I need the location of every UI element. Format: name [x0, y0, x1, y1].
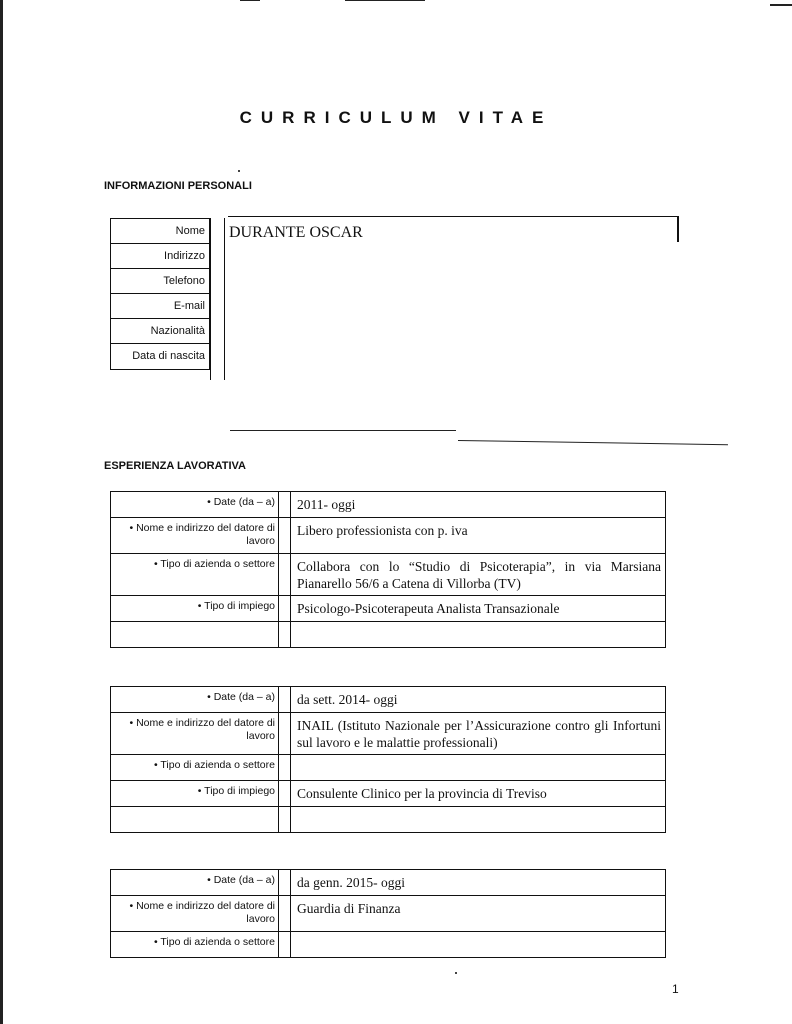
gap-cell: [279, 807, 291, 833]
date-value: da genn. 2015- oggi: [291, 870, 666, 896]
experience-entry-1: [110, 491, 666, 648]
gap-cell: [279, 687, 291, 713]
personal-section-label: INFORMAZIONI PERSONALI: [104, 180, 252, 192]
gap-cell: [279, 554, 291, 596]
employer-label: • Nome e indirizzo del datore di lavoro: [111, 713, 279, 755]
gap-cell: [279, 896, 291, 932]
personal-labels-column: [110, 218, 210, 370]
gap-cell: [279, 492, 291, 518]
date-value: da sett. 2014- oggi: [291, 687, 666, 713]
sector-value: [291, 932, 666, 958]
scan-speck: [455, 972, 457, 974]
empty-cell: [111, 807, 279, 833]
sector-label: • Tipo di azienda o settore: [111, 554, 279, 596]
gap-cell: [279, 622, 291, 648]
table-row: [111, 870, 666, 896]
gap-cell: [279, 518, 291, 554]
gap-cell: [279, 932, 291, 958]
table-row: [111, 932, 666, 958]
column-divider: [224, 218, 225, 380]
scan-speck: [238, 170, 240, 172]
scan-mark: [240, 0, 260, 1]
field-label-phone: Telefono: [111, 269, 209, 294]
role-label: • Tipo di impiego: [111, 781, 279, 807]
gap-cell: [279, 596, 291, 622]
role-value: Consulente Clinico per la provincia di Treviso: [291, 781, 666, 807]
table-row: [111, 554, 666, 596]
gap-cell: [279, 870, 291, 896]
scan-mark: [770, 4, 792, 6]
table-row: [111, 596, 666, 622]
document-title: CURRICULUM VITAE: [239, 108, 553, 127]
employer-value: Libero professionista con p. iva: [291, 518, 666, 554]
table-row: [111, 687, 666, 713]
empty-cell: [291, 622, 666, 648]
date-label: • Date (da – a): [111, 870, 279, 896]
name-box-border: [228, 216, 678, 217]
field-label-name: Nome: [111, 219, 209, 244]
divider-line: [458, 440, 728, 445]
employer-value: INAIL (Istituto Nazionale per l’Assicurazione contro gli Infortuni sul lavoro e le malattie professionali): [291, 713, 666, 755]
sector-label: • Tipo di azienda o settore: [111, 755, 279, 781]
table-row: [111, 622, 666, 648]
name-box-border: [677, 216, 679, 242]
table-row: [111, 492, 666, 518]
field-label-birthdate: Data di nascita: [132, 350, 205, 362]
scan-mark: [345, 0, 425, 1]
empty-cell: [111, 622, 279, 648]
page-number: 1: [672, 982, 679, 996]
divider-line: [230, 430, 456, 431]
experience-entry-3: [110, 869, 666, 958]
role-value: Psicologo-Psicoterapeuta Analista Transazionale: [291, 596, 666, 622]
field-label-email: E-mail: [111, 294, 209, 319]
table-row: [111, 518, 666, 554]
employer-label: • Nome e indirizzo del datore di lavoro: [111, 896, 279, 932]
date-label: • Date (da – a): [111, 492, 279, 518]
column-divider: [210, 218, 211, 380]
date-label: • Date (da – a): [111, 687, 279, 713]
sector-label: • Tipo di azienda o settore: [111, 932, 279, 958]
experience-entry-2: [110, 686, 666, 833]
date-value: 2011- oggi: [291, 492, 666, 518]
scan-page-edge: [0, 0, 3, 1024]
table-row: [111, 713, 666, 755]
table-row: [111, 807, 666, 833]
table-row: [111, 755, 666, 781]
empty-cell: [291, 807, 666, 833]
field-label-address: Indirizzo: [111, 244, 209, 269]
field-label-nationality: Nazionalità: [111, 319, 209, 344]
sector-value: [291, 755, 666, 781]
gap-cell: [279, 781, 291, 807]
role-label: • Tipo di impiego: [111, 596, 279, 622]
table-row: [111, 896, 666, 932]
gap-cell: [279, 713, 291, 755]
employer-label: • Nome e indirizzo del datore di lavoro: [111, 518, 279, 554]
name-value: DURANTE OSCAR: [229, 224, 363, 241]
employer-value: Guardia di Finanza: [291, 896, 666, 932]
experience-section-label: ESPERIENZA LAVORATIVA: [104, 460, 246, 472]
table-row: [111, 781, 666, 807]
sector-value: Collabora con lo “Studio di Psicoterapia”, in via Marsiana Pianarello 56/6 a Catena di Villorba (TV): [291, 554, 666, 596]
gap-cell: [279, 755, 291, 781]
